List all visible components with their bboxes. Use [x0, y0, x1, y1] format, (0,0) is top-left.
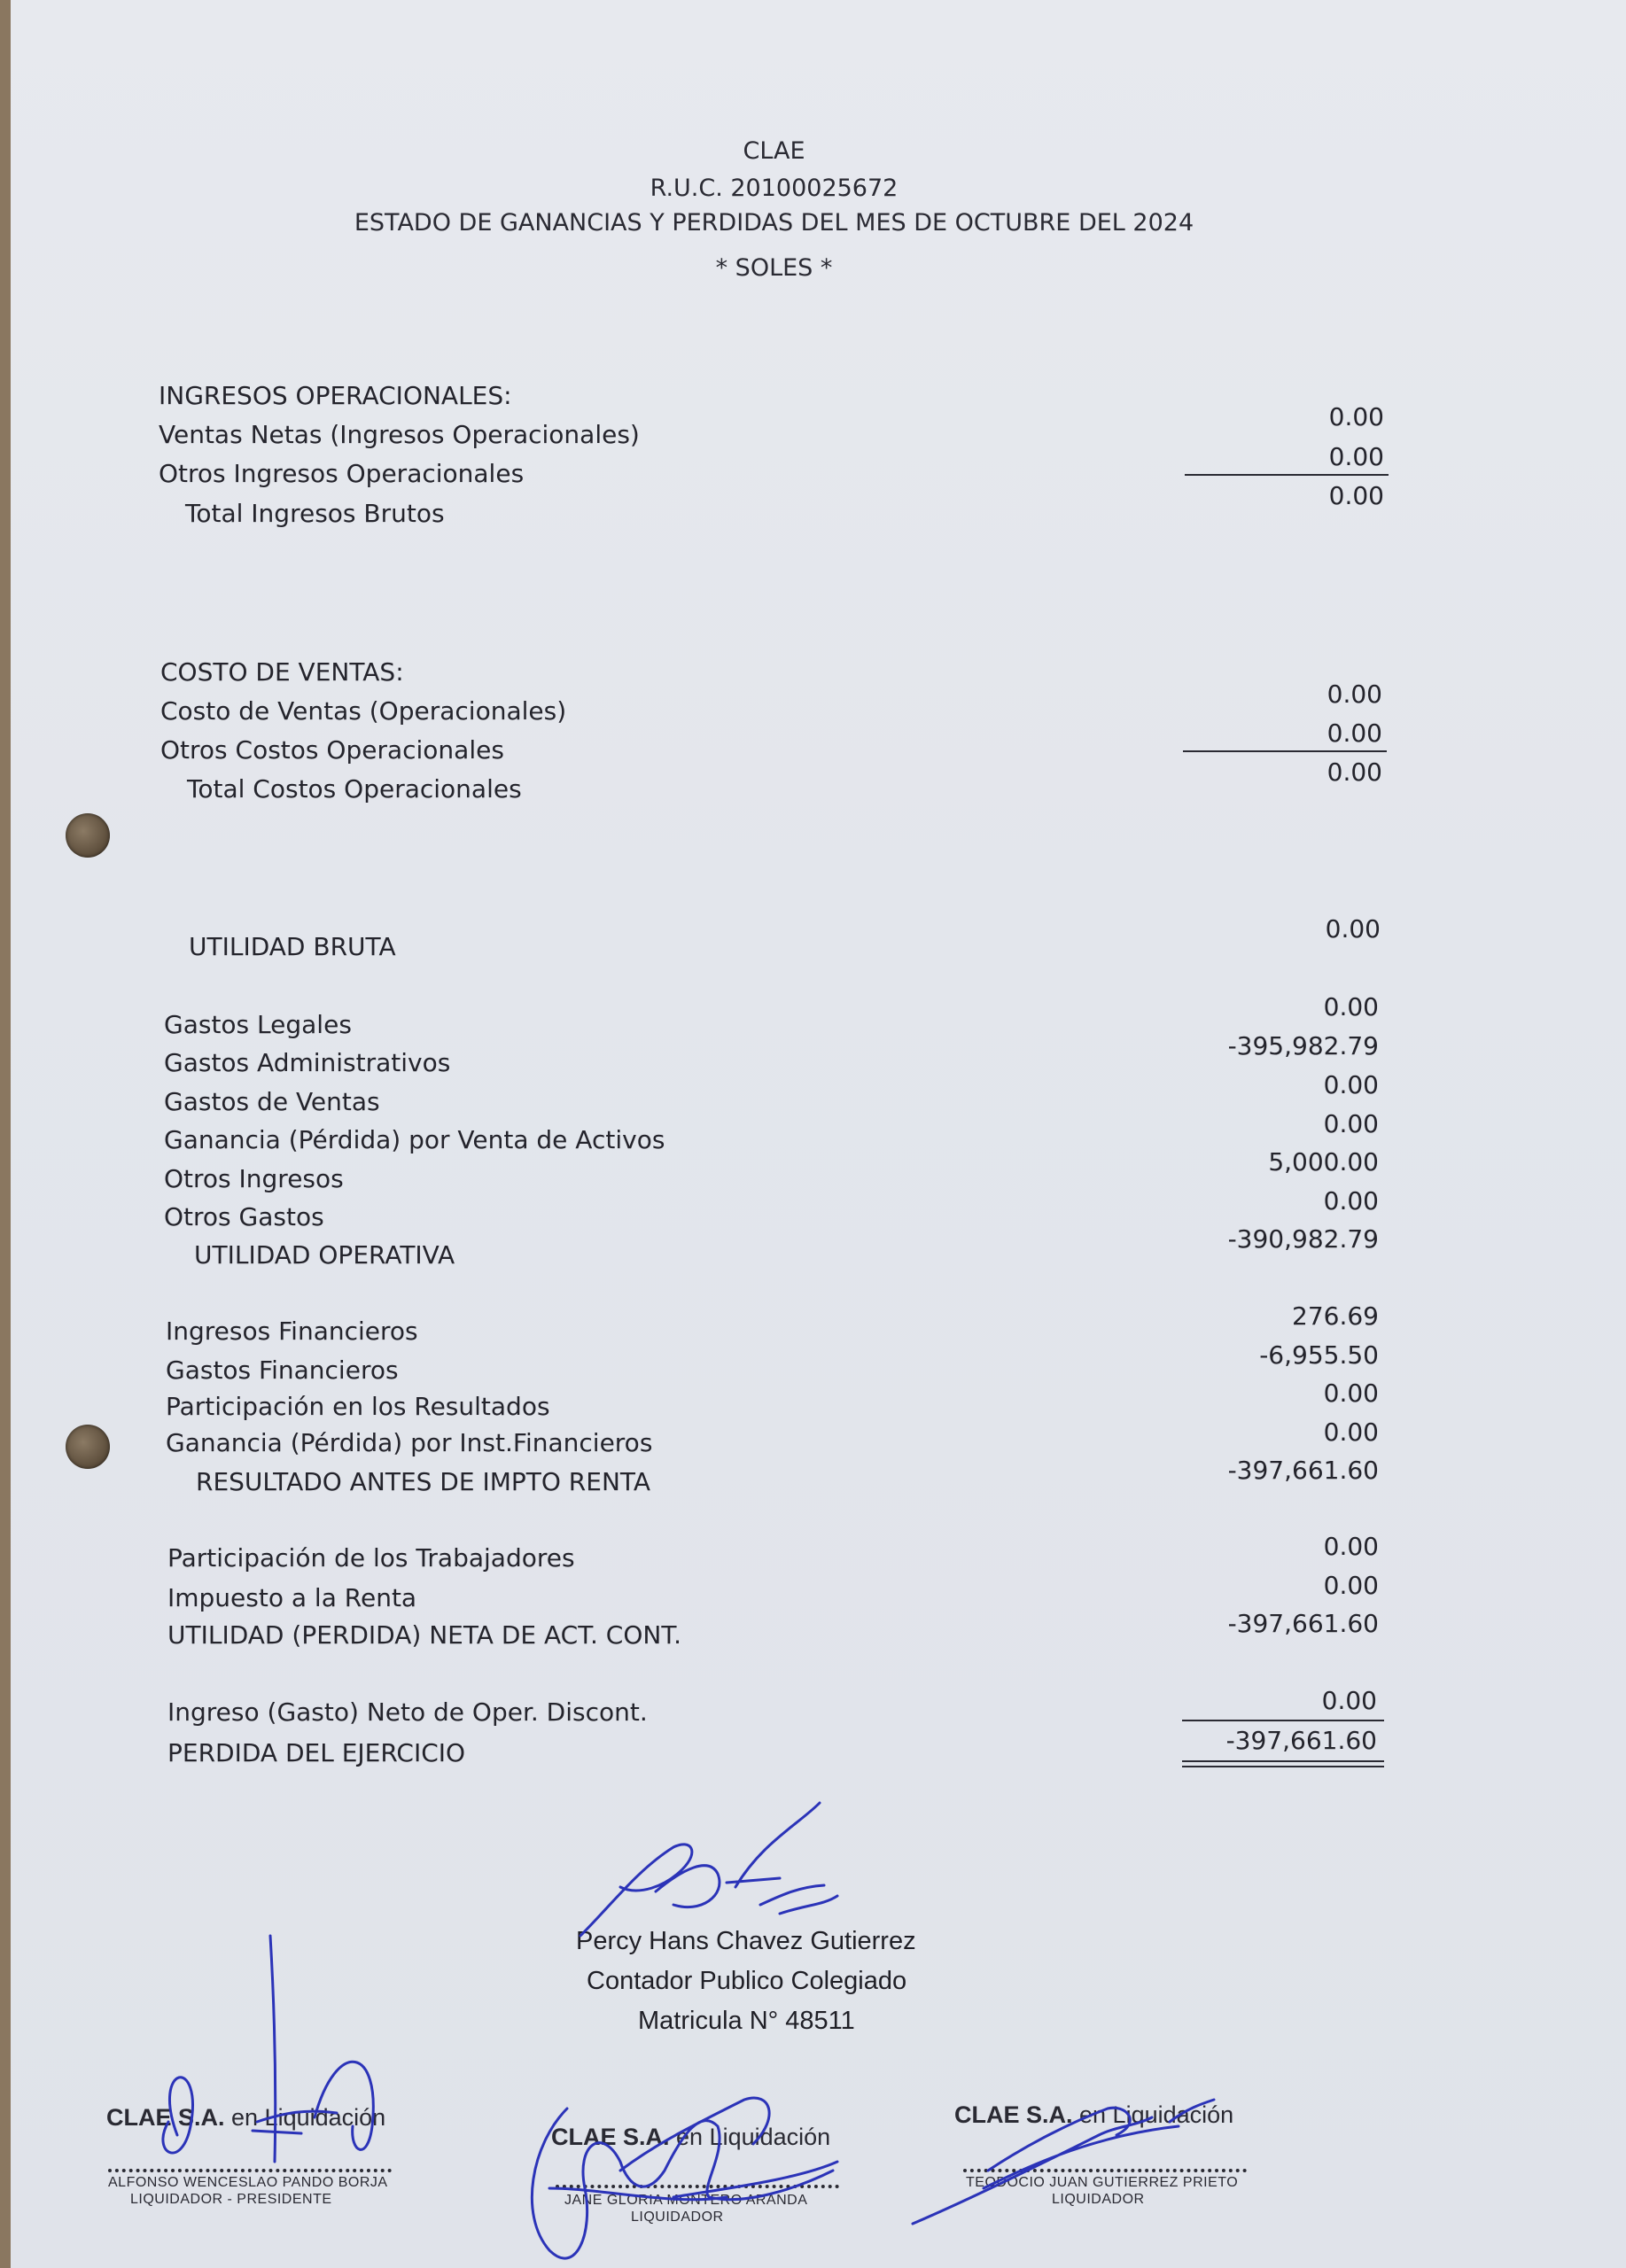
row-label: Participación de los Trabajadores — [167, 1543, 575, 1573]
row-label: Gastos Legales — [164, 1010, 352, 1039]
row-label: Impuesto a la Renta — [167, 1583, 417, 1612]
section-heading-costos: COSTO DE VENTAS: — [160, 657, 404, 687]
accountant-matricula: Matricula N° 48511 — [638, 2007, 855, 2035]
signature-liquidador-3 — [913, 2100, 1214, 2224]
row-label: Ganancia (Pérdida) por Venta de Activos — [164, 1125, 665, 1154]
total-label: Total Ingresos Brutos — [185, 499, 445, 528]
row-value: 0.00 — [1323, 1070, 1379, 1099]
row-label: Otros Gastos — [164, 1202, 324, 1231]
total-value: 0.00 — [1328, 481, 1384, 510]
row-value: 5,000.00 — [1268, 1147, 1379, 1177]
resultado-antes-impto-value: -397,661.60 — [1227, 1456, 1379, 1485]
utilidad-bruta-label: UTILIDAD BRUTA — [189, 932, 396, 961]
currency-label: * SOLES * — [715, 254, 833, 282]
stamp-signer-name: ALFONSO WENCESLAO PANDO BORJA — [108, 2175, 388, 2190]
discont-label: Ingreso (Gasto) Neto de Oper. Discont. — [167, 1697, 648, 1727]
row-value: 0.00 — [1326, 680, 1382, 709]
row-label: Otros Costos Operacionales — [160, 735, 504, 765]
utilidad-neta-label: UTILIDAD (PERDIDA) NETA DE ACT. CONT. — [167, 1620, 682, 1650]
row-label: Gastos Administrativos — [164, 1048, 451, 1077]
perdida-ejercicio-value: -397,661.60 — [1225, 1726, 1377, 1755]
discont-value: 0.00 — [1321, 1686, 1377, 1715]
row-label: Participación en los Resultados — [166, 1392, 550, 1421]
row-value: -6,955.50 — [1259, 1340, 1379, 1370]
signature-liquidador-2 — [532, 2098, 837, 2258]
resultado-antes-impto-label: RESULTADO ANTES DE IMPTO RENTA — [196, 1467, 650, 1496]
company-name: CLAE — [743, 137, 805, 165]
stamp-company: CLAE S.A. en Liquidación — [106, 2104, 386, 2131]
row-value: 0.00 — [1323, 1532, 1379, 1561]
stamp-company: CLAE S.A. en Liquidación — [551, 2124, 831, 2150]
stamp-signer-role: LIQUIDADOR - PRESIDENTE — [130, 2192, 332, 2207]
utilidad-operativa-value: -390,982.79 — [1227, 1224, 1379, 1254]
statement-title: ESTADO DE GANANCIAS Y PERDIDAS DEL MES DE OCTUBRE DEL 2024 — [354, 209, 1194, 237]
accountant-name: Percy Hans Chavez Gutierrez — [576, 1927, 916, 1955]
perdida-ejercicio-label: PERDIDA DEL EJERCICIO — [167, 1738, 466, 1767]
utilidad-bruta-value: 0.00 — [1325, 914, 1381, 944]
row-label: Otros Ingresos Operacionales — [159, 459, 525, 488]
signature-liquidador-1 — [163, 1936, 373, 2162]
stamp-company: CLAE S.A. en Liquidación — [954, 2101, 1234, 2128]
row-value: 276.69 — [1292, 1301, 1379, 1331]
company-ruc: R.U.C. 20100025672 — [650, 175, 899, 202]
row-value: 0.00 — [1323, 992, 1379, 1021]
stamp-signer-name: TEODOCIO JUAN GUTIERREZ PRIETO — [966, 2175, 1239, 2190]
row-value: 0.00 — [1326, 718, 1382, 748]
row-label: Ingresos Financieros — [166, 1317, 418, 1346]
row-label: Gastos Financieros — [166, 1355, 399, 1385]
row-value: 0.00 — [1328, 402, 1384, 431]
row-label: Otros Ingresos — [164, 1164, 344, 1193]
row-value: 0.00 — [1323, 1186, 1379, 1216]
row-label: Ganancia (Pérdida) por Inst.Financieros — [166, 1428, 653, 1457]
stamp-signer-name: JANE GLORIA MONTERO ARANDA — [564, 2193, 808, 2208]
utilidad-operativa-label: UTILIDAD OPERATIVA — [194, 1240, 455, 1270]
row-label: Gastos de Ventas — [164, 1087, 380, 1116]
accountant-role: Contador Publico Colegiado — [587, 1967, 907, 1995]
utilidad-neta-value: -397,661.60 — [1227, 1609, 1379, 1638]
total-label: Total Costos Operacionales — [187, 774, 522, 804]
row-label: Costo de Ventas (Operacionales) — [160, 696, 567, 726]
row-value: -395,982.79 — [1227, 1031, 1379, 1060]
stamp-signer-role: LIQUIDADOR — [631, 2210, 724, 2225]
stamp-signer-role: LIQUIDADOR — [1052, 2192, 1145, 2207]
signature-accountant — [580, 1803, 837, 1936]
row-value: 0.00 — [1323, 1379, 1379, 1408]
row-value: 0.00 — [1323, 1571, 1379, 1600]
row-value: 0.00 — [1323, 1418, 1379, 1447]
total-value: 0.00 — [1326, 757, 1382, 787]
row-value: 0.00 — [1323, 1109, 1379, 1138]
row-label: Ventas Netas (Ingresos Operacionales) — [159, 420, 640, 449]
row-value: 0.00 — [1328, 442, 1384, 471]
section-heading-ingresos: INGRESOS OPERACIONALES: — [159, 381, 512, 410]
